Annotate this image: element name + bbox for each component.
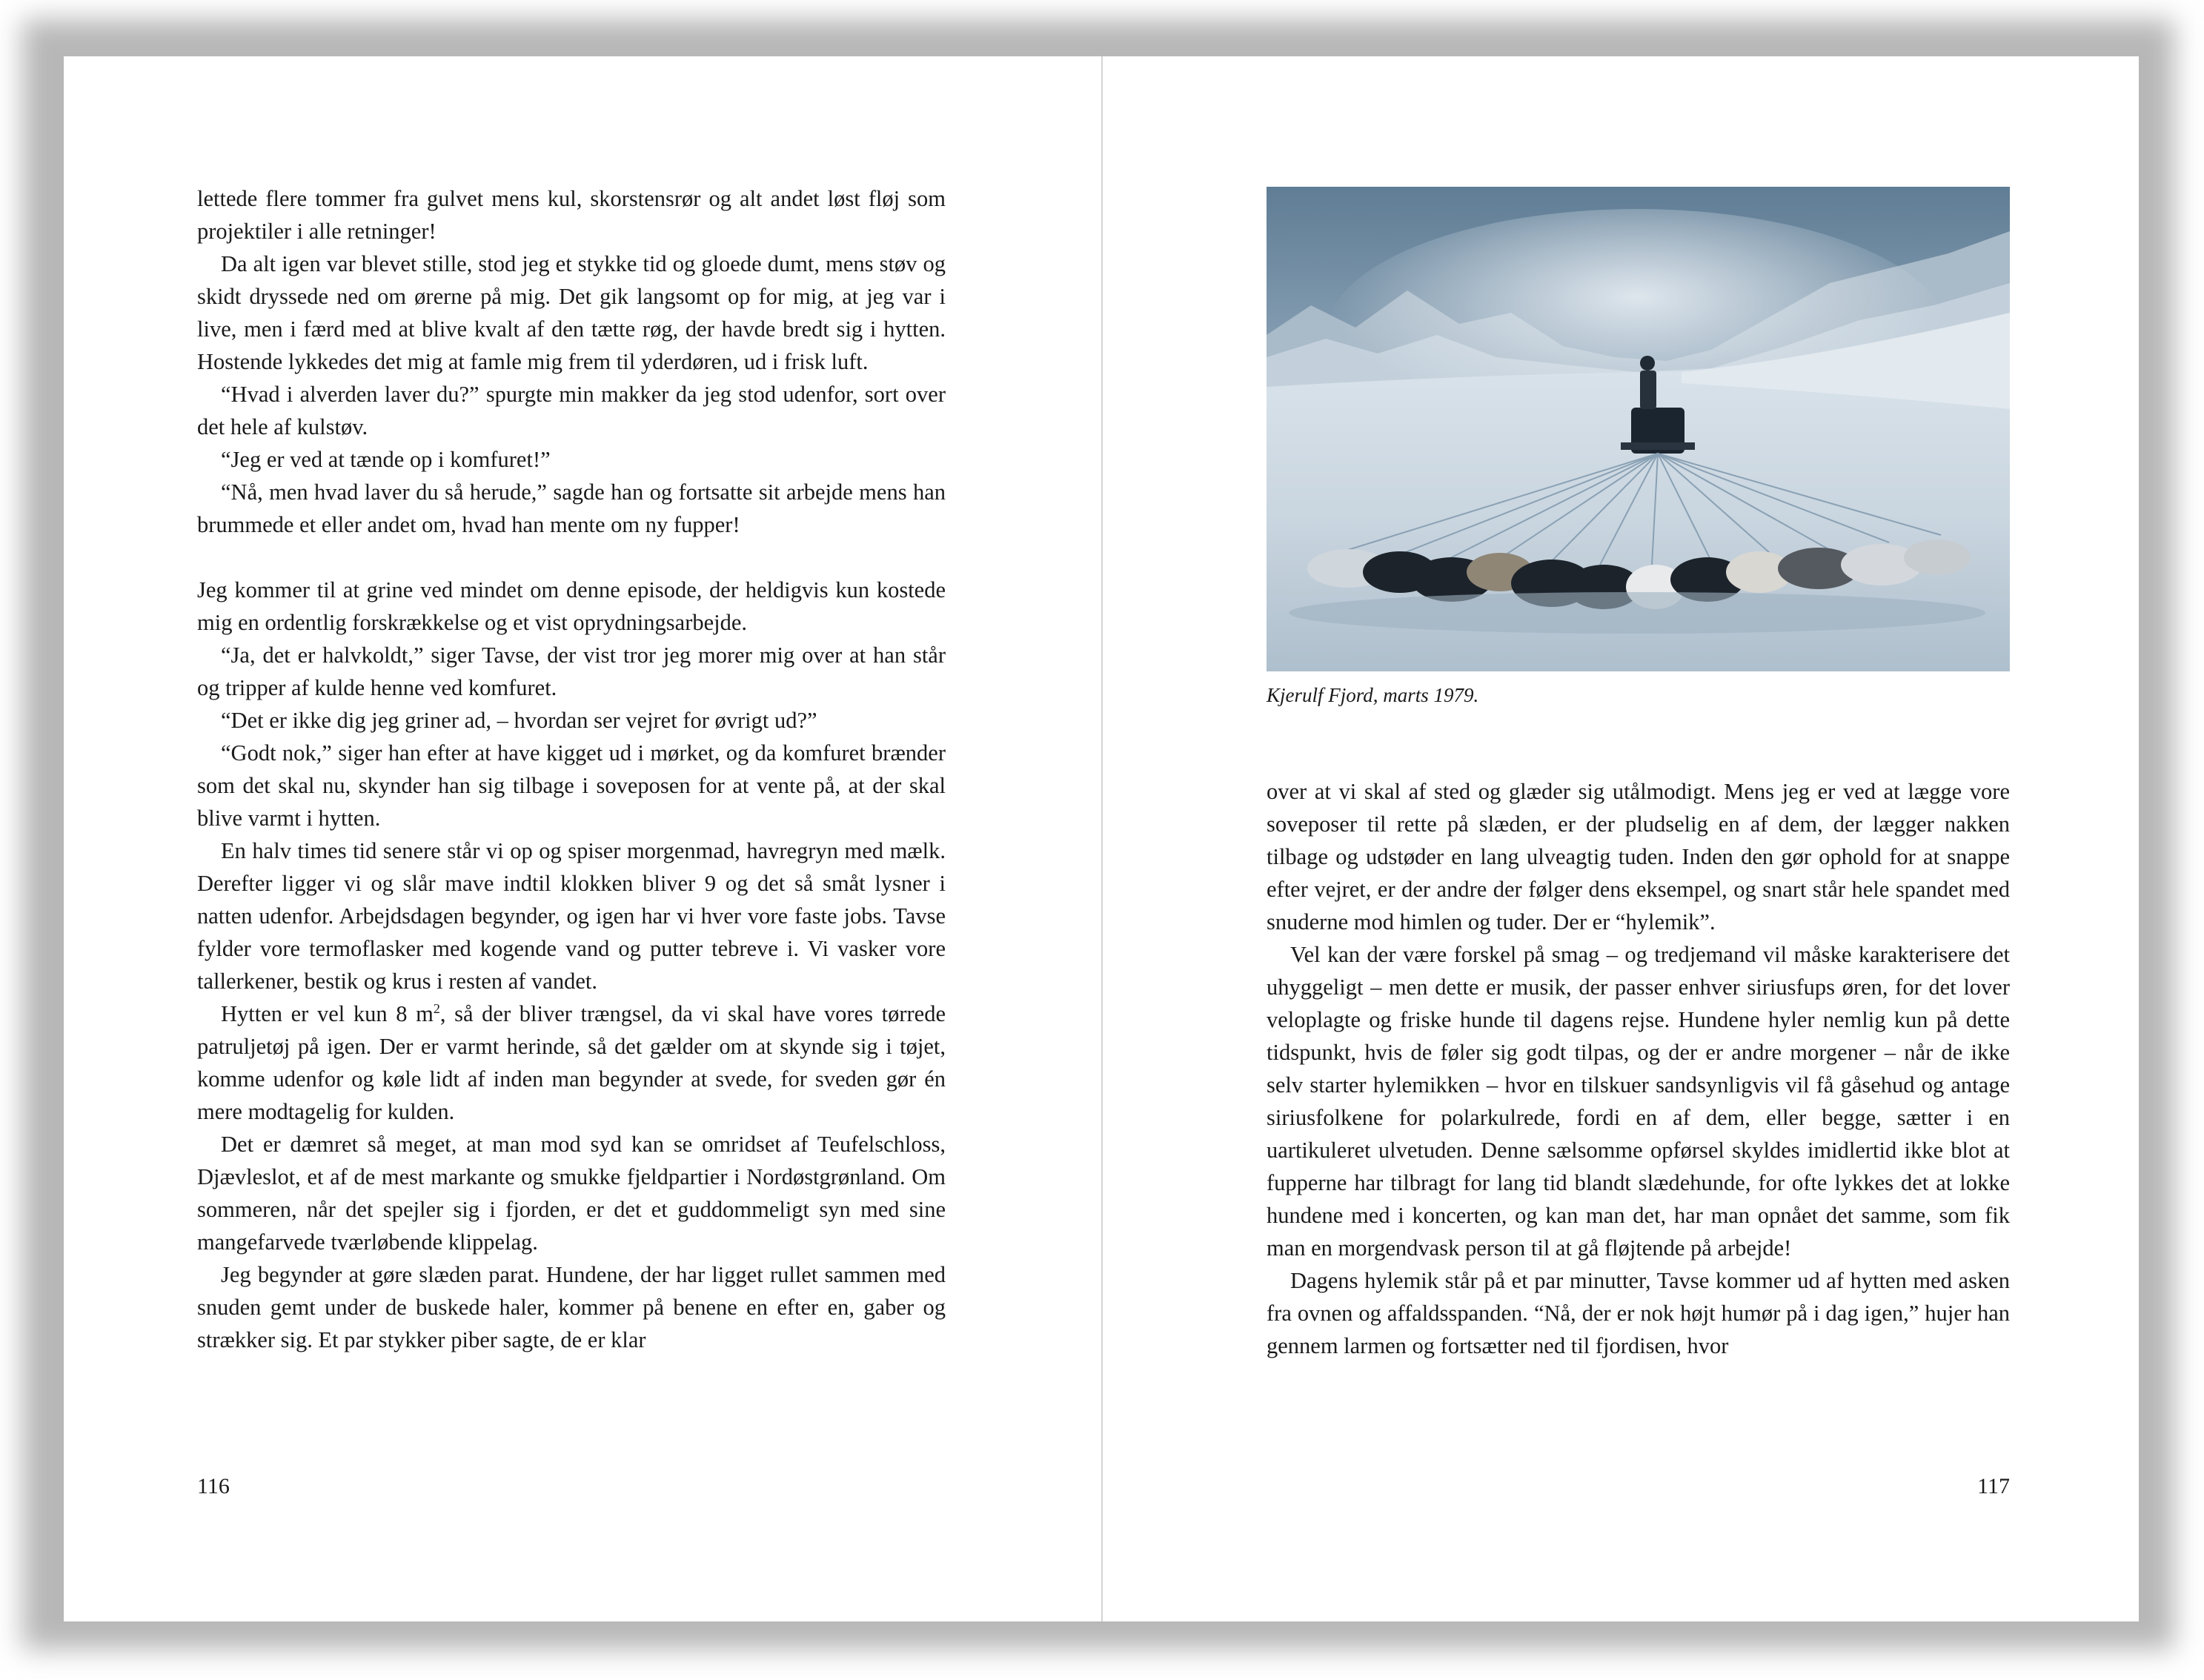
- book-spread: [64, 56, 2139, 1621]
- paragraph: “Ja, det er halvkoldt,” siger Tavse, der vist tror jeg morer mig over at han står og tripper af kulde henne ved komfuret.: [197, 643, 946, 700]
- paragraph: lettede flere tommer fra gulvet mens kul, skorstensrør og alt andet løst fløj som projektiler i alle retninger!: [197, 186, 946, 244]
- paragraph-hytten: [197, 997, 946, 1128]
- paragraph: over at vi skal af sted og glæder sig utålmodigt. Mens jeg er ved at lægge vore soveposer til rette på slæden, er der pludselig en af dem, der lægger nakken tilbage og udstøder en lang ulveagtig tuden. Inden den gør ophold for at snappe efter vejret, er der andre der følger dens eksempel, og snart står hele spandet med snuderne mod himlen og tuder. Der er “hylemik”.: [1267, 779, 2010, 934]
- paragraph: Jeg kommer til at grine ved mindet om denne episode, der heldigvis kun kostede mig en ordentlig forskrækkelse og et vist oprydningsarbejde.: [197, 577, 946, 635]
- left-page: [64, 56, 1101, 1621]
- photo-caption: Kjerulf Fjord, marts 1979.: [1267, 684, 1479, 706]
- dog-sled-photo: [1267, 187, 2010, 671]
- superscript: 2: [433, 1000, 440, 1016]
- paragraph: En halv times tid senere står vi op og spiser morgenmad, havregryn med mælk. Derefter ligger vi og slår mave indtil klokken bliver 9 og det så småt lysner i natten udenfor. Arbejdsdagen begynder, og igen har vi hver vore faste jobs. Tavse fylder vore termoflasker med kogende vand og putter tebreve i. Vi vasker vore tallerkener, bestik og krus i resten af vandet.: [197, 838, 946, 994]
- text-run: Hytten er vel kun 8 m: [221, 1001, 434, 1026]
- left-page-text: [197, 182, 946, 1356]
- page-number: 117: [1977, 1474, 2010, 1498]
- paragraph: “Hvad i alverden laver du?” spurgte min makker da jeg stod udenfor, sort over det hele af kulstøv.: [197, 382, 946, 439]
- paragraph: “Nå, men hvad laver du så herude,” sagde han og fortsatte sit arbejde mens han brummede et eller andet om, hvad han mente om ny fupper!: [197, 479, 946, 537]
- text-run: , så der bliver trængsel, da vi skal have vores tørrede patruljetøj på igen. Der er varmt herinde, så det gælder om at skynde sig i tøjet, komme udenfor og køle lidt af inden man begynder at svede, for sveden gør én mere modtagelig for kulden.: [197, 1001, 946, 1124]
- paragraph: “Det er ikke dig jeg griner ad, – hvordan ser vejret for øvrigt ud?”: [221, 708, 817, 733]
- right-page: [1103, 56, 2139, 1621]
- paragraph: Jeg begynder at gøre slæden parat. Hundene, der har ligget rullet sammen med snuden gemt under de buskede haler, kommer på benene en efter en, gaber og strækker sig. Et par stykker piber sagte, de er klar: [197, 1262, 946, 1352]
- paragraph: Dagens hylemik står på et par minutter, Tavse kommer ud af hytten med asken fra ovnen og affaldsspanden. “Nå, der er nok højt humør på i dag igen,” hujer han gennem larmen og fortsætter ned til fjordisen, hvor: [1267, 1268, 2010, 1358]
- paragraph: “Jeg er ved at tænde op i komfuret!”: [221, 447, 551, 472]
- right-page-text: [1267, 775, 2010, 1362]
- paragraph: Da alt igen var blevet stille, stod jeg et stykke tid og gloede dumt, mens støv og skidt dryssede ned om ørerne på mig. Det gik langsomt op for mig, at jeg var i live, men i færd med at blive kvalt af den tætte røg, der havde bredt sig i hytten. Hostende lykkedes det mig at famle mig frem til yderdøren, ud i frisk luft.: [197, 251, 946, 374]
- paragraph: “Godt nok,” siger han efter at have kigget ud i mørket, og da komfuret brænder som det skal nu, skynder han sig tilbage i soveposen for at vente på, at der skal blive varmt i hytten.: [197, 740, 946, 831]
- page-number: 116: [197, 1474, 230, 1498]
- paragraph: Vel kan der være forskel på smag – og tredjemand vil måske karakterisere det uhyggeligt – men dette er musik, der passer enhver siriusfups øren, for det lover veloplagte og friske hunde til dagens rejse. Hundene hyler nemlig kun på dette tidspunkt, hvis de føler sig godt tilpas, og der er andre morgener – når de ikke selv starter hylemikken – hvor en tilskuer sandsynligvis vil få gåsehud og antage siriusfolkene for polarkulrede, fordi en af dem, eller begge, sætter i en uartikuleret ulvetuden. Denne sælsomme opførsel skyldes imidlertid ikke blot at fupperne har tilbragt for lang tid blandt slædehunde, for ofte lykkes det at lokke hundene med i koncerten, og kan man det, har man opnået det samme, som fik man en morgendvask person til at gå fløjtende på arbejde!: [1267, 942, 2010, 1261]
- paragraph: Det er dæmret så meget, at man mod syd kan se omridset af Teufelschloss, Djævleslot, et af de mest markante og smukke fjeldpartier i Nordøstgrønland. Om sommeren, når det spejler sig i fjorden, er det et guddommeligt syn med sine mangefarvede tværløbende klippelag.: [197, 1132, 946, 1255]
